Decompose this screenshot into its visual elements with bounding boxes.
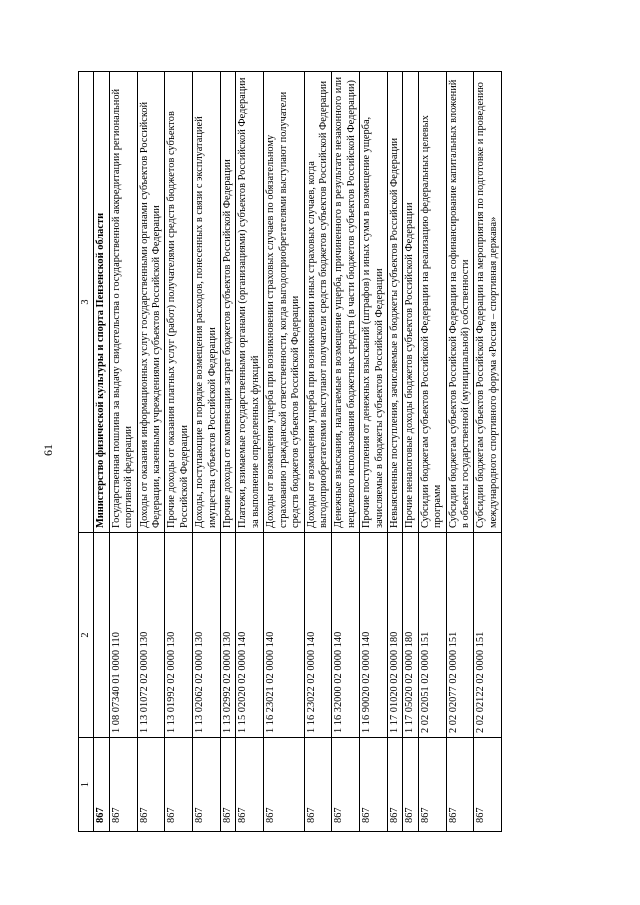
table-row bbox=[193, 72, 221, 832]
table-row bbox=[137, 72, 165, 832]
revenue-name: Прочие поступления от денежных взысканий (штрафов) и иных сумм в возмещение ущерба, зачисляемые в бюджеты субъектов Российской Федерации bbox=[360, 72, 388, 533]
admin-code: 867 bbox=[332, 738, 360, 832]
table-row bbox=[360, 72, 388, 832]
admin-code: 867 bbox=[264, 738, 304, 832]
revenue-name: Субсидии бюджетам субъектов Российской Федерации на софинансирование капитальных вложений в объекты государственной (муниципальной) собственности bbox=[446, 72, 474, 533]
table-row bbox=[264, 72, 304, 832]
kbk-code: 1 16 32000 02 0000 140 bbox=[332, 533, 360, 738]
ministry-code: 867 bbox=[94, 738, 109, 832]
admin-code: 867 bbox=[360, 738, 388, 832]
table-row bbox=[332, 72, 360, 832]
admin-code: 867 bbox=[236, 738, 264, 832]
ministry-name: Министерство физической культуры и спорта Пензенской области bbox=[94, 72, 109, 533]
revenue-name: Доходы, поступающие в порядке возмещения расходов, понесенных в связи с эксплуатацией имущества субъектов Российской Федерации bbox=[193, 72, 221, 533]
table-row bbox=[403, 72, 418, 832]
kbk-code: 1 13 02992 02 0000 130 bbox=[221, 533, 236, 738]
table-row bbox=[109, 72, 137, 832]
revenue-table-rotated bbox=[78, 72, 565, 832]
kbk-code: 1 08 07340 01 0000 110 bbox=[109, 533, 137, 738]
kbk-code: 1 13 02062 02 0000 130 bbox=[193, 533, 221, 738]
admin-code: 867 bbox=[193, 738, 221, 832]
kbk-code: 2 02 02051 02 0000 151 bbox=[418, 533, 446, 738]
header-row bbox=[79, 72, 94, 832]
kbk-code: 1 16 23021 02 0000 140 bbox=[264, 533, 304, 738]
page-number: 61 bbox=[41, 444, 55, 456]
kbk-code: 1 15 02020 02 0000 140 bbox=[236, 533, 264, 738]
admin-code: 867 bbox=[165, 738, 193, 832]
admin-code: 867 bbox=[418, 738, 446, 832]
kbk-code: 1 13 01992 02 0000 130 bbox=[165, 533, 193, 738]
admin-code: 867 bbox=[474, 738, 502, 832]
kbk-code: 2 02 02077 02 0000 151 bbox=[446, 533, 474, 738]
admin-code: 867 bbox=[446, 738, 474, 832]
revenue-name: Прочие неналоговые доходы бюджетов субъектов Российской Федерации bbox=[403, 72, 418, 533]
kbk-code: 1 17 05020 02 0000 180 bbox=[403, 533, 418, 738]
table-row bbox=[474, 72, 502, 832]
revenue-name: Прочие доходы от оказания платных услуг (работ) получателями средств бюджетов субъектов Российской Федерации bbox=[165, 72, 193, 533]
revenue-name: Субсидии бюджетам субъектов Российской Федерации на мероприятия по подготовке и проведению международного спортивного форума «Россия – спортивная держава» bbox=[474, 72, 502, 533]
table-row bbox=[418, 72, 446, 832]
revenue-name: Прочие доходы от компенсации затрат бюджетов субъектов Российской Федерации bbox=[221, 72, 236, 533]
ministry-kbk bbox=[94, 533, 109, 738]
kbk-code: 1 16 23022 02 0000 140 bbox=[304, 533, 332, 738]
revenue-name: Доходы от оказания информационных услуг государственными органами субъектов Российской Федерации, казенными учреждениями субъектов Российской Федерации bbox=[137, 72, 165, 533]
admin-code: 867 bbox=[387, 738, 402, 832]
revenue-table bbox=[78, 71, 502, 832]
kbk-code: 1 17 01020 02 0000 180 bbox=[387, 533, 402, 738]
table-row bbox=[165, 72, 193, 832]
table-row bbox=[304, 72, 332, 832]
kbk-code: 1 16 90020 02 0000 140 bbox=[360, 533, 388, 738]
kbk-code: 2 02 02122 02 0000 151 bbox=[474, 533, 502, 738]
revenue-name: Доходы от возмещения ущерба при возникновении иных страховых случаев, когда выгодоприобретателями выступают получатели средств бюджетов субъектов Российской Федерации bbox=[304, 72, 332, 533]
revenue-name: Доходы от возмещения ущерба при возникновении страховых случаев по обязательному страхованию гражданской ответственности, когда выгодоприобретателями выступают получатели средств бюджетов субъектов Российской Федерации bbox=[264, 72, 304, 533]
admin-code: 867 bbox=[304, 738, 332, 832]
header-col-2: 2 bbox=[79, 533, 94, 738]
header-col-1: 1 bbox=[79, 738, 94, 832]
admin-code: 867 bbox=[109, 738, 137, 832]
table-row bbox=[446, 72, 474, 832]
header-col-3: 3 bbox=[79, 72, 94, 533]
revenue-name: Денежные взыскания, налагаемые в возмещение ущерба, причиненного в результате незаконного или нецелевого использования бюджетных средств (в части бюджетов субъектов Российской Федерации) bbox=[332, 72, 360, 533]
revenue-name: Государственная пошлина за выдачу свидетельства о государственной аккредитации региональной спортивной федерации bbox=[109, 72, 137, 533]
revenue-name: Платежи, взимаемые государственными органами (организациями) субъектов Российской Федерации за выполнение определенных функций bbox=[236, 72, 264, 533]
table-row bbox=[387, 72, 402, 832]
revenue-name: Субсидии бюджетам субъектов Российской Федерации на реализацию федеральных целевых программ bbox=[418, 72, 446, 533]
admin-code: 867 bbox=[221, 738, 236, 832]
table-row bbox=[221, 72, 236, 832]
admin-code: 867 bbox=[137, 738, 165, 832]
revenue-name: Невыясненные поступления, зачисляемые в бюджеты субъектов Российской Федерации bbox=[387, 72, 402, 533]
table-row bbox=[236, 72, 264, 832]
admin-code: 867 bbox=[403, 738, 418, 832]
ministry-row bbox=[94, 72, 109, 832]
kbk-code: 1 13 01072 02 0000 130 bbox=[137, 533, 165, 738]
